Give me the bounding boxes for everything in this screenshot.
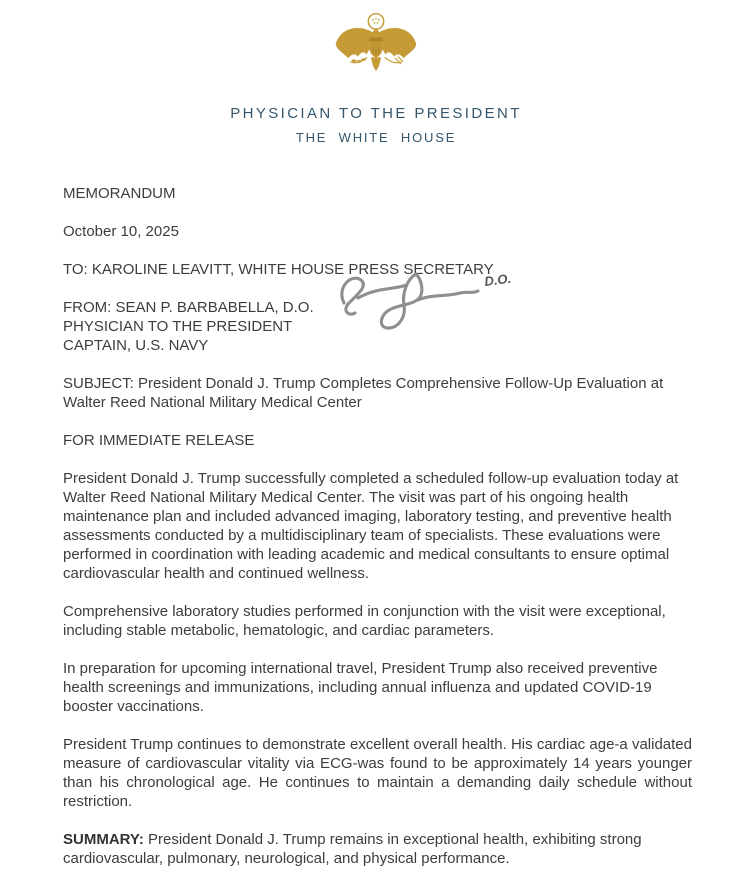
memo-from-line-3: CAPTAIN, U.S. NAVY [63, 337, 209, 354]
body-paragraph: In preparation for upcoming international travel, President Trump also received preventive health screenings and immunizations, including annual influenza and updated COVID-19 booster vaccinations. [63, 660, 658, 715]
memo-subject-line: SUBJECT: President Donald J. Trump Completes Comprehensive Follow-Up Evaluation at Walter Reed National Military Medical Center [63, 375, 664, 411]
memo-from-block [63, 298, 692, 355]
memo-date: October 10, 2025 [63, 223, 179, 240]
presidential-seal-icon [332, 8, 420, 92]
body-paragraph: President Donald J. Trump successfully completed a scheduled follow-up evaluation today at Walter Reed National Military Medical Center. The visit was part of his ongoing health maintenance plan and included advanced imaging, laboratory testing, and preventive health assessments conducted by a multidisciplinary team of specialists. These evaluations were performed in coordination with leading academic and medical consultants to ensure optimal cardiovascular health and continued wellness. [63, 470, 679, 582]
body-paragraph: President Trump continues to demonstrate excellent overall health. His cardiac age-a validated measure of cardiovascular vitality via ECG-was found to be approximately 14 years younger than his chronological age. He continues to maintain a demanding daily schedule without restriction. [63, 736, 692, 810]
summary-label: SUMMARY: [63, 831, 144, 848]
letterhead-subtitle: THE WHITE HOUSE [295, 130, 457, 145]
letterhead-title: PHYSICIAN TO THE PRESIDENT [230, 105, 522, 122]
summary-text: President Donald J. Trump remains in exceptional health, exhibiting strong cardiovascular, pulmonary, neurological, and physical performance. [63, 831, 642, 867]
letterhead [0, 0, 752, 145]
summary-paragraph [63, 830, 692, 868]
signature-do-annotation: D.O. [483, 270, 512, 289]
memo-content [63, 184, 692, 868]
release-line: FOR IMMEDIATE RELEASE [63, 432, 255, 449]
memo-label: MEMORANDUM [63, 185, 176, 202]
body-paragraph: Comprehensive laboratory studies performed in conjunction with the visit were exceptional, including stable metabolic, hematologic, and cardiac parameters. [63, 603, 666, 639]
memo-to-line: TO: KAROLINE LEAVITT, WHITE HOUSE PRESS SECRETARY [63, 261, 494, 278]
memo-from-line-2: PHYSICIAN TO THE PRESIDENT [63, 318, 293, 335]
memo-from-line-1: FROM: SEAN P. BARBABELLA, D.O. [63, 299, 314, 316]
